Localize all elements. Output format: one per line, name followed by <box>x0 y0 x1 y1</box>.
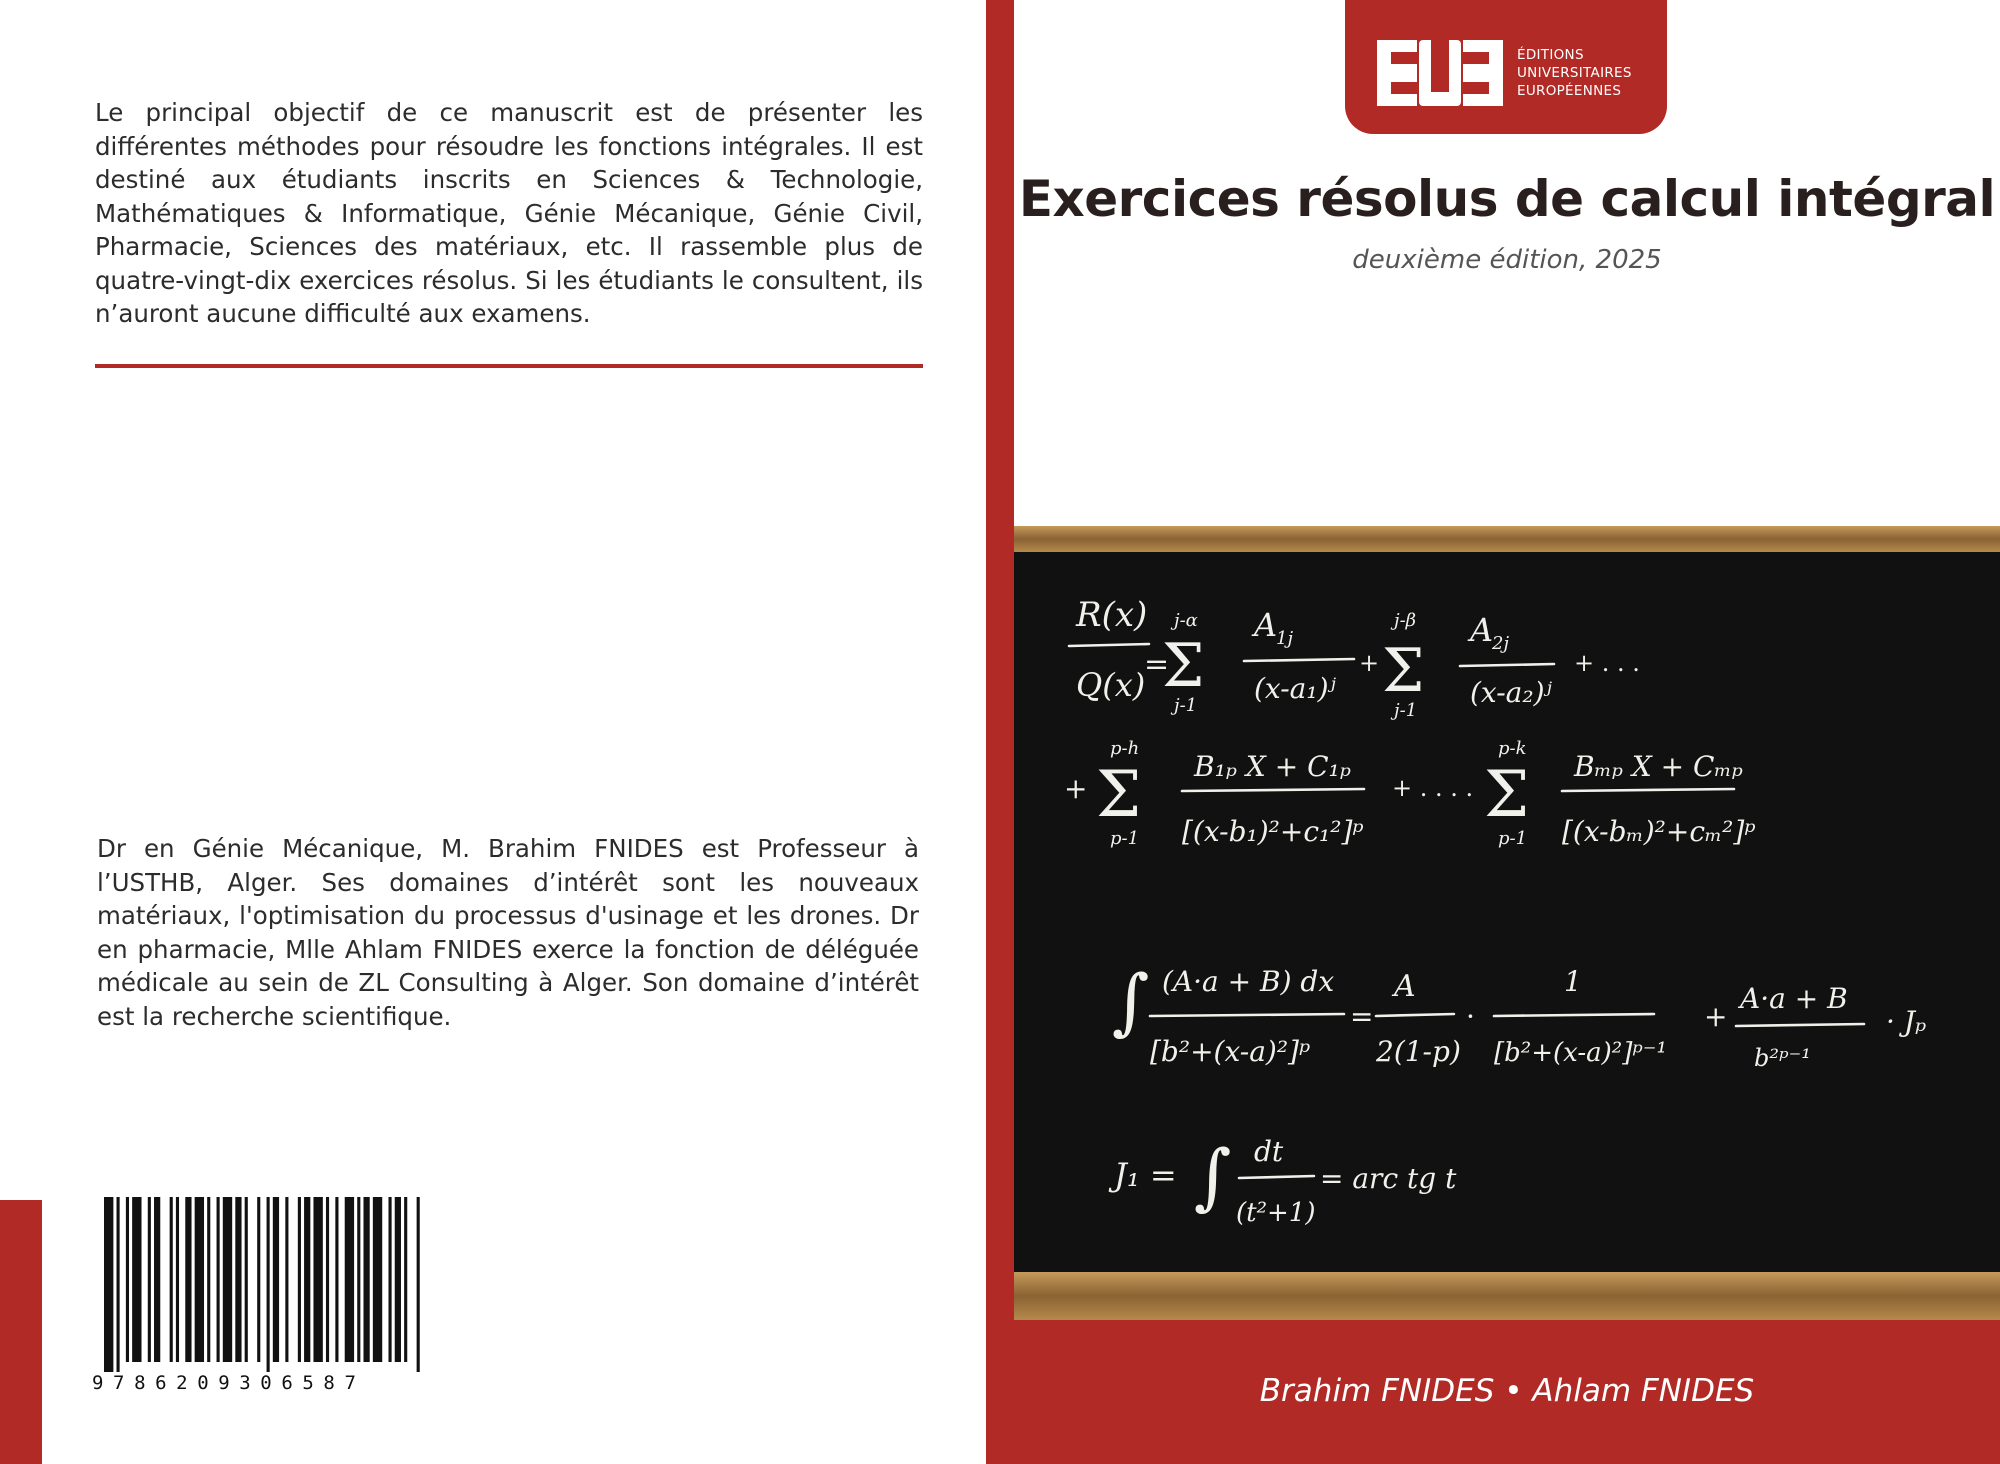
barcode-bar <box>126 1197 129 1362</box>
svg-text:[(x-b₁)²+c₁²]ᵖ: [(x-b₁)²+c₁²]ᵖ <box>1182 815 1364 848</box>
svg-text:· Jₚ: · Jₚ <box>1886 1005 1927 1038</box>
svg-text:A: A <box>1394 969 1416 1004</box>
svg-text:1j: 1j <box>1276 628 1294 649</box>
svg-text:Q(x): Q(x) <box>1076 666 1146 704</box>
svg-text:=: = <box>1350 1000 1374 1033</box>
svg-text:= arc tg t: = arc tg t <box>1320 1162 1457 1195</box>
svg-text:2j: 2j <box>1492 633 1510 654</box>
svg-text:Σ: Σ <box>1162 631 1205 701</box>
svg-text:+ . . . .: + . . . . <box>1392 774 1474 802</box>
barcode-bar <box>117 1197 120 1372</box>
svg-text:j-1: j-1 <box>1174 695 1198 716</box>
svg-text:p-1: p-1 <box>1498 828 1528 849</box>
barcode-bar <box>245 1197 248 1362</box>
svg-text:p-k: p-k <box>1498 738 1527 759</box>
publisher-name-line1: ÉDITIONS <box>1517 47 1584 63</box>
svg-text:j-β: j-β <box>1394 610 1417 631</box>
barcode-bar <box>388 1197 391 1362</box>
barcode-bar <box>313 1197 322 1362</box>
eue-logo-icon <box>1377 40 1505 106</box>
barcode-bar <box>154 1197 160 1362</box>
publisher-name-line3: EUROPÉENNES <box>1517 83 1622 99</box>
svg-text:+ . . .: + . . . <box>1574 649 1640 677</box>
svg-text:(A·a + B) dx: (A·a + B) dx <box>1162 965 1335 998</box>
barcode-bar <box>257 1197 260 1362</box>
svg-text:p-h: p-h <box>1110 738 1140 759</box>
book-spine <box>986 0 1014 1464</box>
barcode-bar <box>417 1197 420 1372</box>
barcode-bar <box>363 1197 369 1362</box>
barcode-bar <box>357 1197 360 1362</box>
svg-text:[(x-bₘ)²+cₘ²]ᵖ: [(x-bₘ)²+cₘ²]ᵖ <box>1562 815 1756 848</box>
barcode-bar <box>267 1197 270 1372</box>
barcode-bar <box>132 1197 141 1362</box>
barcode-bar <box>273 1197 279 1362</box>
back-cover-description: Le principal objectif de ce manuscrit est de présenter les différentes méthodes pour résoudre les fonctions intégrales. Il est destiné aux étudiants inscrits en Sciences & Technologie, Mathématiques & Informatique, Génie Mécanique, Génie Civil, Pharmacie, Sciences des matériaux, etc. Il rassemble plus de quatre-vingt-dix exercices résolus. Si les étudiants le consultent, ils n’auront aucune difficulté aux examens. <box>95 98 923 328</box>
barcode-bar <box>104 1197 113 1372</box>
back-cover-divider <box>95 364 923 368</box>
svg-text:+: + <box>1704 1000 1728 1033</box>
barcode-bar <box>373 1197 382 1362</box>
svg-text:∫: ∫ <box>1194 1134 1232 1218</box>
chalkboard-image <box>1014 526 2000 1320</box>
svg-text:+: + <box>1359 649 1380 677</box>
barcode-bar <box>235 1197 241 1362</box>
svg-text:Σ: Σ <box>1484 758 1530 832</box>
barcode-bar <box>326 1197 329 1362</box>
svg-text:1: 1 <box>1564 965 1582 998</box>
barcode-bar <box>217 1197 220 1362</box>
svg-text:A: A <box>1470 611 1494 649</box>
barcode-bar <box>195 1197 204 1362</box>
barcode-bar <box>185 1197 191 1362</box>
svg-text:dt: dt <box>1254 1135 1284 1168</box>
svg-text:[b²+(x-a)²]ᵖ: [b²+(x-a)²]ᵖ <box>1150 1035 1311 1068</box>
barcode-bar <box>345 1197 354 1362</box>
book-subtitle: deuxième édition, 2025 <box>1352 245 1662 275</box>
svg-text:Bₘₚ X + Cₘₚ: Bₘₚ X + Cₘₚ <box>1574 750 1743 783</box>
book-authors: Brahim FNIDES • Ahlam FNIDES <box>1259 1373 1755 1409</box>
svg-text:A·a + B: A·a + B <box>1740 982 1848 1015</box>
svg-text:B₁ₚ X + C₁ₚ: B₁ₚ X + C₁ₚ <box>1194 750 1351 783</box>
barcode-bar <box>404 1197 407 1362</box>
svg-text:(x-a₁)ʲ: (x-a₁)ʲ <box>1254 672 1336 705</box>
back-cover-author-bio: Dr en Génie Mécanique, M. Brahim FNIDES est Professeur à l’USTHB, Alger. Ses domaines d’intérêt sont les nouveaux matériaux, l'optimisation du processus d'usinage et les drones. Dr en pharmacie, Mlle Ahlam FNIDES exerce la fonction de déléguée médicale au sein de ZL Consulting à Alger. Son domaine d’intérêt est la recherche scientifique. <box>97 834 919 1031</box>
svg-text:j-1: j-1 <box>1394 700 1418 721</box>
barcode-icon <box>104 1197 426 1372</box>
barcode-bar <box>304 1197 310 1362</box>
isbn-number: 9786209306587 <box>92 1372 366 1394</box>
svg-text:R(x): R(x) <box>1076 595 1148 635</box>
barcode-bar <box>176 1197 179 1362</box>
svg-text:(x-a₂)ʲ: (x-a₂)ʲ <box>1470 676 1552 709</box>
svg-text:(t²+1): (t²+1) <box>1236 1198 1316 1228</box>
svg-text:[b²+(x-a)²]ᵖ⁻¹: [b²+(x-a)²]ᵖ⁻¹ <box>1494 1038 1667 1068</box>
svg-text:=: = <box>1144 647 1170 682</box>
back-cover-red-strip <box>0 1200 42 1464</box>
svg-text:2(1-p): 2(1-p) <box>1376 1035 1461 1068</box>
book-title: Exercices résolus de calcul intégral <box>1018 170 1996 228</box>
svg-text:∫: ∫ <box>1112 959 1150 1043</box>
barcode-bar <box>395 1197 401 1362</box>
svg-text:A: A <box>1254 606 1278 644</box>
barcode-bar <box>285 1197 288 1362</box>
svg-text:p-1: p-1 <box>1110 828 1140 849</box>
barcode-bar <box>148 1197 151 1362</box>
barcode-bar <box>335 1197 338 1362</box>
publisher-logo <box>1345 0 1667 134</box>
barcode-bar <box>223 1197 232 1362</box>
svg-text:·: · <box>1466 1000 1475 1033</box>
svg-text:J₁ =: J₁ = <box>1114 1156 1177 1194</box>
barcode-bar <box>298 1197 301 1362</box>
publisher-name <box>1517 46 1632 100</box>
svg-text:Σ: Σ <box>1096 758 1142 832</box>
svg-text:+: + <box>1064 772 1088 805</box>
barcode-bar <box>207 1197 210 1362</box>
barcode-bar <box>170 1197 173 1362</box>
svg-text:Σ: Σ <box>1382 636 1425 706</box>
svg-text:j-α: j-α <box>1174 610 1198 631</box>
publisher-name-line2: UNIVERSITAIRES <box>1517 65 1632 81</box>
svg-text:b²ᵖ⁻¹: b²ᵖ⁻¹ <box>1754 1044 1811 1072</box>
